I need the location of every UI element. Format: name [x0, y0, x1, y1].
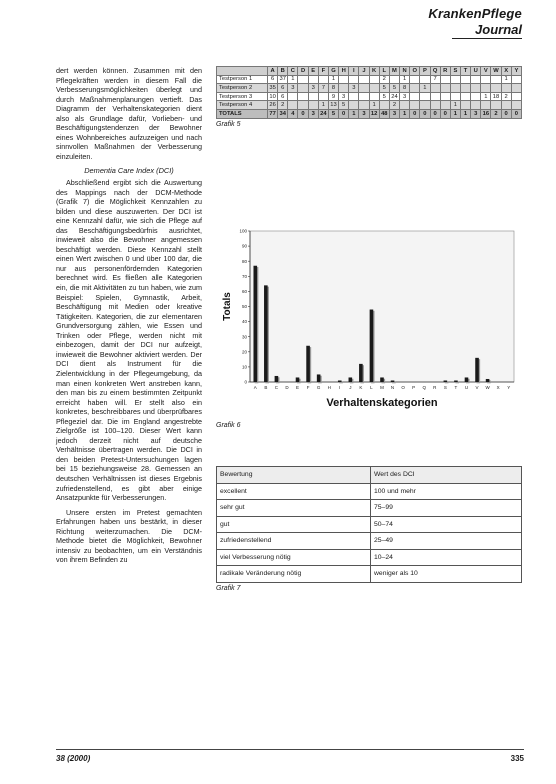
table-cell	[369, 92, 379, 101]
table-cell: 1	[349, 109, 359, 118]
table-cell: weniger als 10	[371, 566, 522, 583]
x-tick-label: Q	[422, 385, 426, 390]
table-cell	[379, 101, 389, 110]
table-cell	[369, 75, 379, 84]
table-cell: 3	[389, 109, 399, 118]
table-cell: 6	[278, 84, 288, 93]
bar-shadow	[455, 382, 459, 384]
table-cell	[389, 75, 399, 84]
table-cell: 35	[269, 84, 276, 91]
column-header	[217, 67, 268, 76]
x-tick-label: L	[370, 385, 373, 390]
table-header-row	[217, 467, 522, 484]
table-cell	[460, 92, 470, 101]
table-cell	[288, 101, 298, 110]
bar-shadow	[445, 382, 449, 384]
table-cell	[359, 92, 369, 101]
table-cell: 0	[339, 109, 349, 118]
table-cell: 1	[400, 75, 410, 84]
table-cell: 1	[420, 84, 430, 93]
table-cell: 25–49	[371, 533, 522, 550]
column-header: Wert des DCI	[371, 467, 522, 484]
column-header: M	[389, 67, 399, 76]
bar	[349, 377, 353, 382]
x-tick-label: X	[496, 385, 500, 390]
table-cell	[400, 101, 410, 110]
bar	[391, 380, 395, 382]
y-tick-label: 10	[241, 364, 247, 370]
table-cell: 0	[511, 109, 521, 118]
x-tick-label: N	[390, 385, 395, 390]
column-header: A	[268, 67, 278, 76]
table-cell: 9	[328, 92, 338, 101]
x-tick-label: S	[443, 385, 447, 390]
table-cell	[430, 84, 440, 93]
bar	[359, 364, 363, 382]
x-tick-label: F	[306, 385, 310, 390]
table-cell	[481, 84, 491, 93]
table-cell: 1	[501, 75, 511, 84]
bar	[475, 358, 479, 382]
table-cell	[349, 75, 359, 84]
bar-shadow	[339, 382, 343, 384]
table-cell: 2	[389, 101, 399, 110]
table-cell	[460, 84, 470, 93]
table-cell	[460, 75, 470, 84]
table-cell	[420, 75, 430, 84]
table-cell: 1	[450, 101, 460, 110]
column-header: C	[288, 67, 298, 76]
table-cell	[288, 92, 298, 101]
x-tick-label: V	[475, 385, 479, 390]
table-cell: 10	[269, 93, 276, 100]
table-cell	[511, 75, 521, 84]
column-header: B	[278, 67, 288, 76]
table-cell	[298, 75, 308, 84]
table-cell	[308, 75, 318, 84]
page-number: 335	[510, 754, 524, 763]
y-tick-label: 0	[244, 379, 247, 385]
plot-area	[250, 231, 514, 382]
grafik5-table	[216, 66, 522, 119]
table-row	[217, 101, 522, 110]
table-cell	[339, 75, 349, 84]
table-cell	[369, 84, 379, 93]
table-cell: 6	[278, 92, 288, 101]
x-tick-label: W	[485, 385, 490, 390]
x-tick-label: R	[433, 385, 437, 390]
table-cell: 50–74	[371, 516, 522, 533]
table-cell	[349, 92, 359, 101]
table-cell	[410, 75, 420, 84]
x-tick-label: D	[285, 385, 289, 390]
table-cell	[471, 92, 481, 101]
x-tick-label: H	[327, 385, 331, 390]
column-header: K	[369, 67, 379, 76]
table-cell: 26	[269, 102, 276, 109]
table-cell	[318, 75, 328, 84]
grafik5-figure	[216, 66, 522, 128]
table-cell: excellent	[217, 483, 371, 500]
table-cell	[359, 101, 369, 110]
table-row	[217, 483, 522, 500]
table-cell	[308, 92, 318, 101]
grafik6-caption: Grafik 6	[216, 422, 241, 429]
table-cell: 100 und mehr	[371, 483, 522, 500]
bar	[465, 377, 469, 382]
table-cell	[440, 92, 450, 101]
table-cell	[511, 84, 521, 93]
x-tick-label: G	[316, 385, 321, 390]
table-cell: 10–24	[371, 549, 522, 566]
row-label: Testperson 4	[217, 101, 268, 110]
y-tick-label: 100	[239, 228, 247, 234]
issue-number: 38 (2000)	[56, 754, 91, 763]
table-cell	[349, 101, 359, 110]
grafik7-caption: Grafik 7	[216, 584, 241, 592]
table-cell	[471, 84, 481, 93]
table-cell: 1	[481, 92, 491, 101]
table-cell	[471, 101, 481, 110]
column-header: W	[491, 67, 501, 76]
table-cell: 7	[318, 84, 328, 93]
table-cell: 7	[430, 75, 440, 84]
column-header: V	[481, 67, 491, 76]
table-cell: 0	[298, 109, 308, 118]
table-cell: 77	[269, 110, 276, 117]
table-cell	[511, 101, 521, 110]
table-cell	[481, 75, 491, 84]
table-cell: 24	[320, 110, 327, 117]
table-cell: 3	[339, 92, 349, 101]
table-cell: 0	[410, 109, 420, 118]
table-cell	[298, 84, 308, 93]
table-cell: 1	[460, 109, 470, 118]
grafik7-figure	[216, 466, 522, 592]
table-cell: 12	[370, 110, 378, 117]
table-cell: 6	[268, 75, 278, 84]
table-cell: 1	[369, 101, 379, 110]
table-cell	[359, 84, 369, 93]
bar	[444, 380, 448, 382]
table-cell	[481, 101, 491, 110]
table-cell	[298, 101, 308, 110]
column-header: E	[308, 67, 318, 76]
table-cell: 3	[349, 84, 359, 93]
table-cell: 34	[279, 110, 286, 117]
bar	[306, 346, 310, 382]
table-cell	[410, 84, 420, 93]
bar	[253, 266, 257, 382]
y-tick-label: 50	[241, 304, 247, 310]
bar	[275, 376, 279, 382]
journal-title: KrankenPflege	[428, 6, 522, 21]
grafik5-caption: Grafik 5	[216, 120, 241, 128]
table-cell	[440, 101, 450, 110]
row-label: Testperson 1	[217, 75, 268, 84]
table-cell: 0	[420, 109, 430, 118]
table-cell	[339, 84, 349, 93]
table-header-row	[217, 67, 522, 76]
table-row	[217, 500, 522, 517]
bar	[454, 380, 458, 382]
table-cell	[410, 92, 420, 101]
table-row	[217, 109, 522, 118]
bar	[338, 380, 342, 382]
table-cell	[359, 75, 369, 84]
column-header: G	[328, 67, 338, 76]
column-header: L	[379, 67, 389, 76]
paragraph: Abschließend ergibt sich die Auswertung des Mappings nach der DCM-Methode (Grafik 7) die Möglichkeit Kennzahlen zu bilden und diese auszuwerten. Der DCI ist eine Kennzahl dafür, wie sich die Pflege auf das Beschäftigungsbedürfnis ausrichtet, inwieweit also die Bewohner angemessen beschäftigt werden. Diese Kennzahl stellt einen Wert zwischen 0 und über 100 dar, die nur aus personenfördernden Kategorien berechnet wird. Es fließen alle Kategorien ein, die mit Aktivitäten zu tun haben, wie zum Beispiel: Spielen, Gymnastik, Arbeit, Beschäftigung mit Medien oder kreative Tätigkeiten. Kategorien, die zur elementaren Grundversorgung zählen, wie Essen und Trinken oder Pflege, werden nicht mit einbezogen, damit der DCI nur aufzeigt, inwieweit die Bewohner aktiviert werden. Der DCI dient als Instrument für die Zielentwicklung in der Pflegeumgebung, da man einen konkreten Wert anstreben kann, den man bis zu einem bestimmten Zeitpunkt erreicht haben will. Er stellt also ein konkretes, beschreibbares und überprüfbares Pflegeziel dar. Die im England angestrebte Zielgröße ist 100–120. Dieser Wert kann jedoch derzeit nicht auf deutsche Verhältnisse übertragen werden. Die DCI in den beiden Pretest-Untersuchungen lagen bei 15 beziehungsweise 28. Gemessen an deutschen Verhältnissen ist dieses Ergebnis zufriedenstellend, es gibt aber einige Ansatzpunkte für Verbesserungen.	[56, 178, 202, 503]
y-tick-label: 20	[241, 349, 247, 355]
table-cell: 4	[288, 109, 298, 118]
journal-subtitle: Journal	[452, 22, 522, 39]
table-cell	[420, 101, 430, 110]
table-cell: 3	[308, 109, 318, 118]
table-cell: 48	[381, 110, 388, 117]
table-cell: 0	[430, 109, 440, 118]
x-tick-label: C	[274, 385, 279, 390]
table-cell	[491, 84, 501, 93]
table-cell: 75–99	[371, 500, 522, 517]
bar	[264, 285, 268, 382]
column-header: S	[450, 67, 460, 76]
table-cell	[318, 92, 328, 101]
table-cell: 37	[279, 76, 286, 83]
table-cell: 24	[391, 93, 398, 100]
table-cell: 0	[501, 109, 511, 118]
column-header: I	[349, 67, 359, 76]
table-cell	[440, 84, 450, 93]
column-header: N	[400, 67, 410, 76]
table-cell	[511, 92, 521, 101]
table-cell	[460, 101, 470, 110]
y-tick-label: 40	[241, 319, 247, 325]
bar	[317, 374, 321, 382]
table-cell: 5	[339, 101, 349, 110]
table-cell	[308, 101, 318, 110]
table-cell	[430, 101, 440, 110]
table-cell	[501, 84, 511, 93]
table-cell: 18	[492, 93, 500, 100]
x-tick-label: U	[464, 385, 469, 390]
x-tick-label: E	[296, 385, 300, 390]
table-cell: 1	[318, 101, 328, 110]
column-header: H	[339, 67, 349, 76]
table-cell	[450, 84, 460, 93]
x-tick-label: T	[454, 385, 458, 390]
table-cell	[298, 92, 308, 101]
row-label: Testperson 3	[217, 92, 268, 101]
table-cell: 3	[288, 84, 298, 93]
table-row	[217, 84, 522, 93]
column-header: U	[471, 67, 481, 76]
column-header: T	[460, 67, 470, 76]
column-header: J	[359, 67, 369, 76]
table-cell: 16	[482, 110, 490, 117]
grafik6-chart	[216, 219, 522, 412]
table-cell: 1	[400, 109, 410, 118]
table-cell: 13	[330, 102, 337, 109]
table-cell: 5	[389, 84, 399, 93]
table-cell: gut	[217, 516, 371, 533]
y-tick-label: 60	[241, 289, 247, 294]
x-tick-label: A	[253, 385, 257, 390]
table-cell	[471, 75, 481, 84]
table-cell	[430, 92, 440, 101]
table-row	[217, 516, 522, 533]
table-cell: radikale Veränderung nötig	[217, 566, 371, 583]
bar-chart-svg	[216, 219, 522, 412]
x-tick-label: J	[349, 385, 352, 390]
x-tick-label: B	[264, 385, 268, 390]
table-row	[217, 549, 522, 566]
table-cell: 2	[278, 101, 288, 110]
table-cell: 8	[328, 84, 338, 93]
table-cell: 5	[379, 84, 389, 93]
table-cell: 1	[288, 75, 298, 84]
table-cell: 2	[379, 75, 389, 84]
x-tick-label: I	[339, 385, 341, 390]
x-tick-label: Y	[507, 385, 511, 390]
journal-masthead	[428, 6, 522, 39]
paragraph: Unsere ersten im Pretest gemachten Erfahrungen haben uns bestärkt, in dieser Richtung weiterzumachen. Die DCM-Methode bietet die Möglichkeit, Bewohner intensiv zu beobachten, um ein Verständnis von ihrem Befinden zu	[56, 507, 202, 565]
x-axis-title: Verhaltenskategorien	[326, 397, 438, 409]
y-tick-label: 80	[241, 258, 247, 264]
table-cell: 3	[471, 109, 481, 118]
table-row	[217, 75, 522, 84]
table-cell: 2	[491, 109, 501, 118]
table-cell	[420, 92, 430, 101]
column-header: Q	[430, 67, 440, 76]
paragraph: dert werden können. Zusammen mit den Pflegekräften werden in diesem Fall die Verbesserungsmöglichkeiten überlegt und durch Maßnahmenplanungen vertieft. Das Diagramm der Verhaltenskategorien dient also als Grundlage dafür, Vorlieben- und Beschäftigungstendenzen der Bewohner eines Wohnbereiches aufzuzeigen und nach sinnvollen Maßnahmen der Verbesserung einzuleiten.	[56, 66, 202, 161]
row-label: TOTALS	[217, 109, 268, 118]
table-cell	[450, 75, 460, 84]
table-cell: 0	[440, 109, 450, 118]
section-subheading: Dementia Care Index (DCI)	[84, 166, 174, 176]
table-row	[217, 92, 522, 101]
row-label: Testperson 2	[217, 84, 268, 93]
bar	[296, 377, 300, 382]
grafik7-table	[216, 466, 522, 583]
x-tick-label: O	[401, 385, 405, 390]
column-header: D	[298, 67, 308, 76]
bar	[486, 379, 490, 382]
y-tick-label: 90	[241, 243, 247, 249]
table-cell: zufriedenstellend	[217, 533, 371, 550]
table-row	[217, 566, 522, 583]
table-cell	[440, 75, 450, 84]
y-tick-label: 30	[241, 334, 247, 340]
table-cell: 1	[328, 75, 338, 84]
table-cell: 3	[308, 84, 318, 93]
column-header: O	[410, 67, 420, 76]
table-cell	[501, 101, 511, 110]
table-cell	[450, 92, 460, 101]
table-cell: 5	[328, 109, 338, 118]
bar	[380, 377, 384, 382]
table-cell: 2	[501, 92, 511, 101]
table-cell: 3	[359, 109, 369, 118]
bar-shadow	[392, 382, 396, 384]
table-cell	[491, 75, 501, 84]
column-header: P	[420, 67, 430, 76]
x-tick-label: P	[412, 385, 416, 390]
table-cell: 8	[400, 84, 410, 93]
table-row	[217, 533, 522, 550]
table-cell: 5	[379, 92, 389, 101]
body-text-column	[56, 66, 202, 565]
column-header: X	[501, 67, 511, 76]
column-header: R	[440, 67, 450, 76]
column-header: Y	[511, 67, 521, 76]
table-cell: 3	[400, 92, 410, 101]
column-header: Bewertung	[217, 467, 371, 484]
table-cell: sehr gut	[217, 500, 371, 517]
y-axis-title: Totals	[222, 292, 233, 321]
x-tick-label: M	[380, 385, 384, 390]
table-cell	[491, 101, 501, 110]
table-cell: viel Verbesserung nötig	[217, 549, 371, 566]
x-tick-label: K	[359, 385, 363, 390]
footer-rule	[56, 749, 524, 750]
bar	[370, 310, 374, 382]
table-cell: 1	[450, 109, 460, 118]
y-tick-label: 70	[241, 273, 247, 279]
column-header: F	[318, 67, 328, 76]
table-cell	[410, 101, 420, 110]
